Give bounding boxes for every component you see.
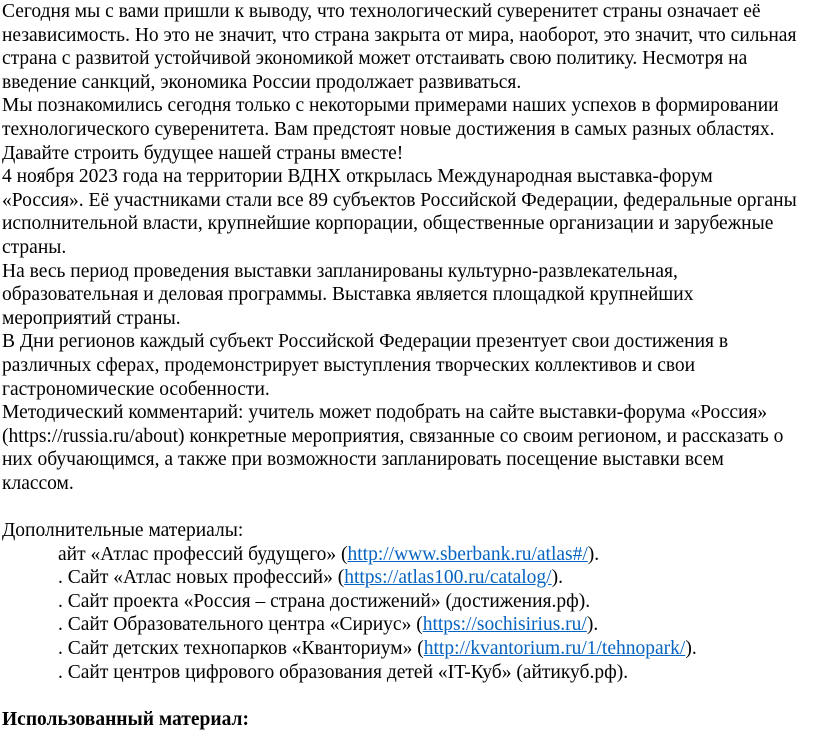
text-line: 4 ноября 2023 года на территории ВДНХ открылась Международная выставка-форум — [2, 166, 713, 188]
text-line: «Россия». Её участниками стали все 89 субъектов Российской Федерации, федеральные органы — [2, 189, 797, 211]
text-line: технологического суверенитета. Вам предстоят новые достижения в самых разных областях. — [2, 118, 775, 140]
paragraph-programs — [2, 260, 816, 331]
list-item-suffix: ). — [586, 614, 599, 636]
link-sberbank-atlas[interactable]: http://www.sberbank.ru/atlas#/ — [347, 543, 588, 565]
list-item-text: . Сайт проекта «Россия – страна достижений» (достижения.рф). — [58, 590, 591, 612]
list-item — [2, 613, 816, 637]
list-item-suffix: ). — [551, 567, 563, 589]
link-sochisirius[interactable]: https://sochisirius.ru/ — [422, 614, 587, 636]
paragraph-exhibition — [2, 165, 816, 259]
text-line: гастрономические особенности. — [2, 378, 270, 400]
text-line: страны. — [2, 236, 67, 258]
list-item — [2, 566, 816, 590]
text-line: страна с развитой устойчивой экономикой может отстаивать свою политику. Несмотря на — [2, 48, 748, 70]
text-line: мероприятий страны. — [2, 307, 181, 329]
text-line: независимость. Но это не значит, что страна закрыта от мира, наоборот, это значит, что сильная — [2, 24, 797, 46]
text-line: введение санкций, экономика России продолжает развиваться. — [2, 71, 522, 93]
list-item-suffix: ). — [587, 543, 600, 565]
text-line: Сегодня мы с вами пришли к выводу, что технологический суверенитет страны означает её — [2, 1, 761, 22]
list-item-text: . Сайт центров цифрового образования детей «IT-Куб» (айтикуб.рф). — [58, 661, 629, 683]
used-materials-title: Использованный материал: — [2, 708, 249, 730]
paragraph-summary — [2, 94, 816, 165]
blank-line — [2, 495, 816, 519]
text-line: На весь период проведения выставки запланированы культурно-развлекательная, — [2, 260, 678, 282]
paragraph-regions-days — [2, 330, 816, 401]
text-line: различных сферах, продемонстрирует выступления творческих коллективов и свои — [2, 354, 696, 376]
paragraph-conclusion — [2, 0, 816, 94]
text-line: них обучающимся, а также при возможности запланировать посещение выставки всем — [2, 449, 724, 471]
list-item-text: . Сайт «Атлас новых профессий» ( — [58, 567, 345, 589]
additional-materials-list — [2, 543, 816, 685]
link-atlas100[interactable]: https://atlas100.ru/catalog/ — [344, 567, 552, 589]
text-line: Давайте строить будущее нашей страны вместе! — [2, 142, 404, 164]
text-line: В Дни регионов каждый субъект Российской Федерации презентует свои достижения в — [2, 331, 729, 353]
list-item — [2, 637, 816, 661]
paragraph-methodical-comment — [2, 401, 816, 495]
text-line: образовательная и деловая программы. Выставка является площадкой крупнейших — [2, 284, 694, 306]
document-body — [2, 0, 816, 731]
list-item-text: . Сайт Образовательного центра «Сириус» ( — [58, 614, 423, 636]
list-item — [2, 543, 816, 567]
text-line: (https://russia.ru/about) конкретные мероприятия, связанные со своим регионом, и рассказать о — [2, 425, 784, 447]
additional-materials-title: Дополнительные материалы: — [2, 520, 244, 542]
list-item — [2, 590, 816, 614]
list-item-text: айт «Атлас профессий будущего» ( — [58, 543, 348, 565]
text-line: исполнительной власти, крупнейшие корпорации, общественные организации и зарубежные — [2, 213, 774, 235]
blank-line — [2, 684, 816, 708]
link-kvantorium[interactable]: http://kvantorium.ru/1/tehnopark/ — [423, 638, 686, 660]
text-line: Методический комментарий: учитель может подобрать на сайте выставки-форума «Россия» — [2, 402, 768, 424]
text-line: классом. — [2, 472, 74, 494]
list-item-suffix: ). — [685, 638, 697, 660]
list-item — [2, 661, 816, 685]
list-item-text: . Сайт детских технопарков «Кванториум» ( — [58, 638, 424, 660]
text-line: Мы познакомились сегодня только с некоторыми примерами наших успехов в формировании — [2, 95, 779, 117]
